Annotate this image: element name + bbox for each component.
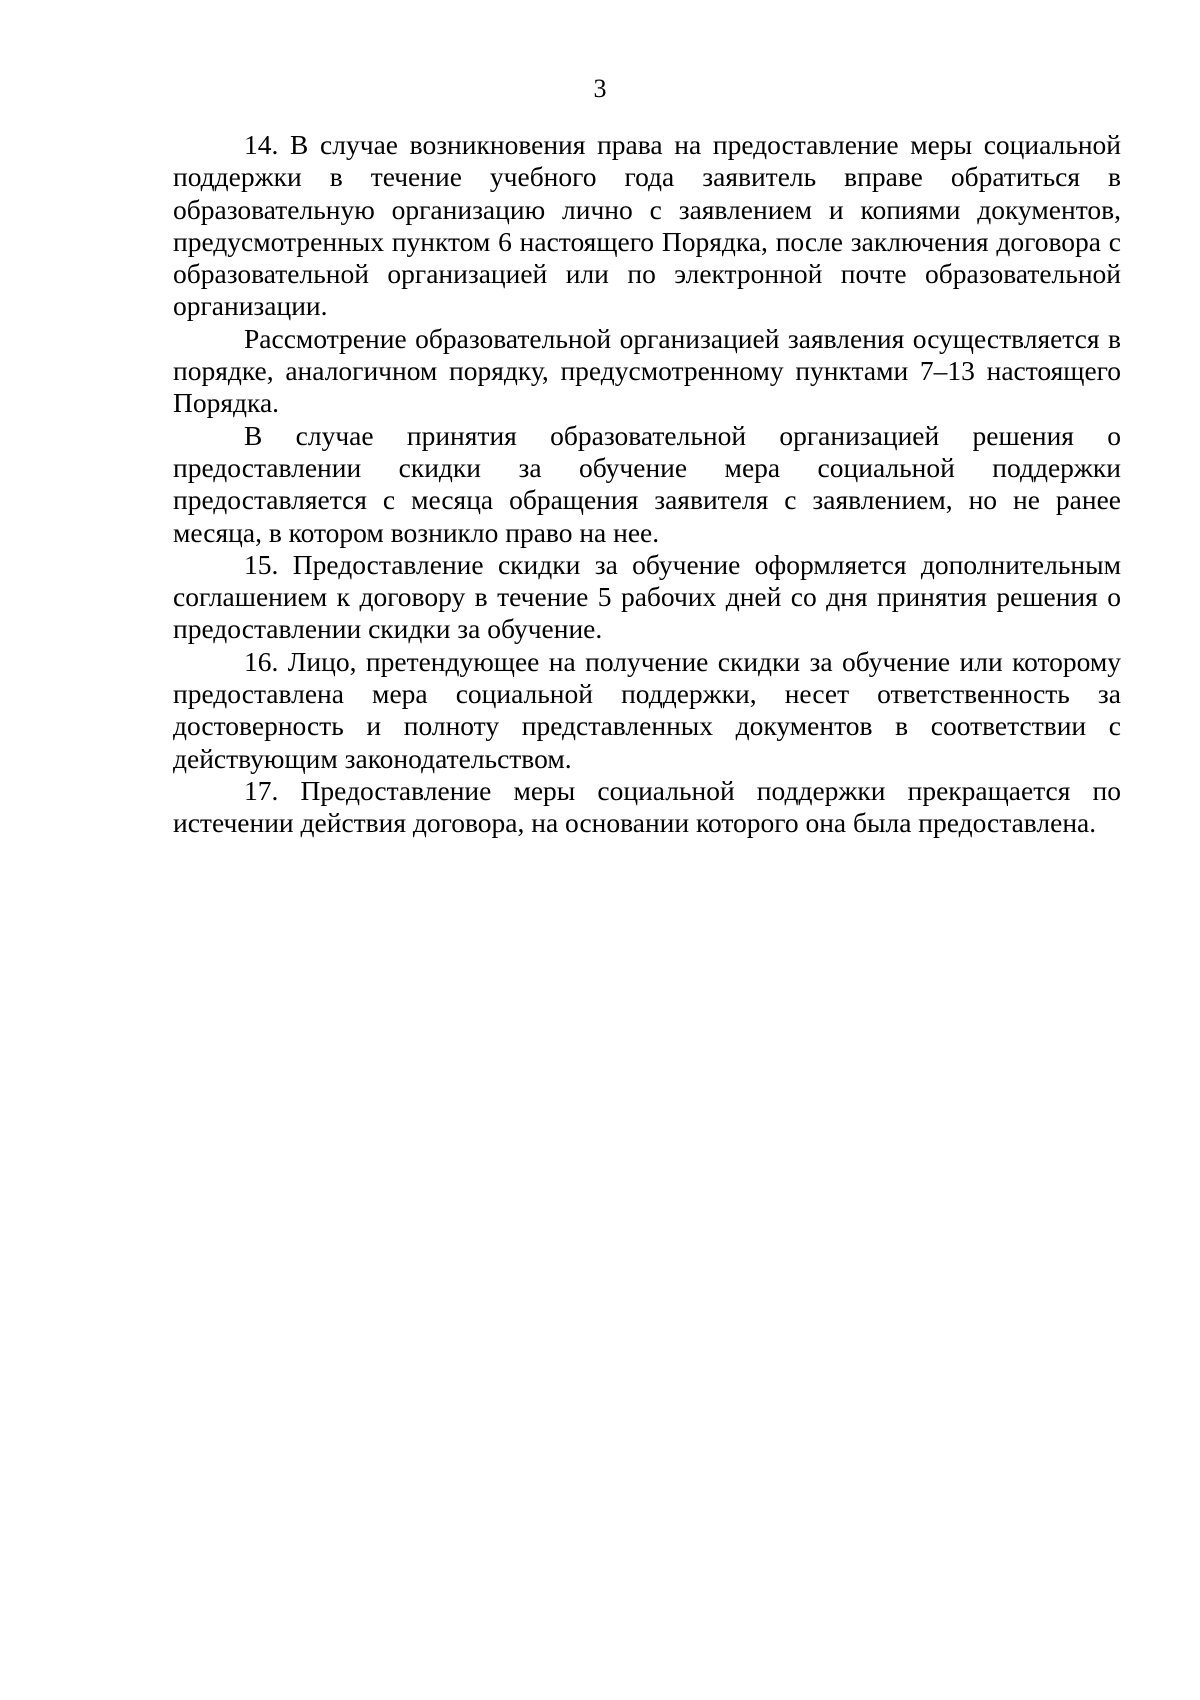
paragraph-14: 14. В случае возникновения права на предоставление меры социальной поддержки в течение учебного года заявитель вправе обратиться в образовательную организацию лично с заявлением и копиями документов, предусмотренных пунктом 6 настоящего Порядка, после заключения договора с образовательной организацией или по электронной почте образовательной организации.	[173, 129, 1121, 322]
document-body	[173, 129, 1121, 840]
page-number: 3	[593, 74, 607, 103]
paragraph-14-review: Рассмотрение образовательной организацией заявления осуществляется в порядке, аналогичном порядку, предусмотренному пунктами 7–13 настоящего Порядка.	[173, 322, 1121, 419]
paragraph-17: 17. Предоставление меры социальной поддержки прекращается по истечении действия договора, на основании которого она была предоставлена.	[173, 774, 1121, 839]
paragraph-15: 15. Предоставление скидки за обучение оформляется дополнительным соглашением к договору в течение 5 рабочих дней со дня принятия решения о предоставлении скидки за обучение.	[173, 548, 1121, 645]
paragraph-16: 16. Лицо, претендующее на получение скидки за обучение или которому предоставлена мера социальной поддержки, несет ответственность за достоверность и полноту представленных документов в соответствии с действующим законодательством.	[173, 645, 1121, 774]
paragraph-14-discount-decision: В случае принятия образовательной организацией решения о предоставлении скидки за обучение мера социальной поддержки предоставляется с месяца обращения заявителя с заявлением, но не ранее месяца, в котором возникло право на нее.	[173, 419, 1121, 548]
